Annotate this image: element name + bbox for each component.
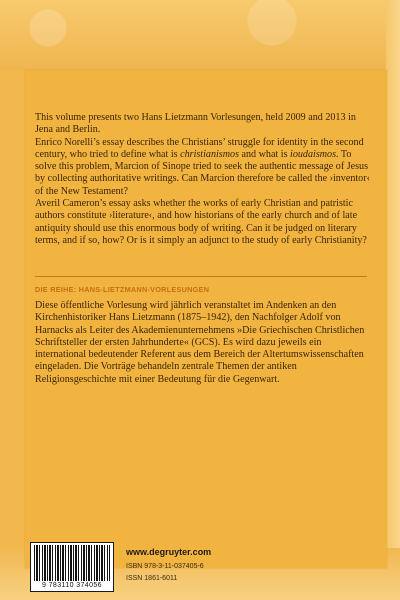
summary-line2-before: Enrico Norelli’s essay describes the Christians’ struggle for identity in the second century, who tried to define what is <box>35 136 364 160</box>
summary-text <box>35 112 370 247</box>
paper-texture-right <box>386 0 400 600</box>
summary-line2-after: . To solve this problem, Marcion of Sinope tried to seek the authentic message of Jesus by collecting authoritative writings. Can Marcion therefore be called the ›inventor‹ of the New Testament? <box>35 148 370 197</box>
section-divider <box>35 276 367 277</box>
summary-line1: This volume presents two Hans Lietzmann Vorlesungen, held 2009 and 2013 in Jena and Berlin. <box>35 112 356 136</box>
barcode-bars <box>34 545 110 581</box>
summary-line2-middle: and what is <box>239 148 291 160</box>
series-heading: DIE REIHE: HANS-LIETZMANN-VORLESUNGEN <box>35 285 210 294</box>
barcode-number: 9 783110 374056 <box>42 582 102 589</box>
publisher-url: www.degruyter.com <box>126 547 212 557</box>
paper-texture-top <box>0 0 400 70</box>
series-description: Diese öffentliche Vorlesung wird jährlich veranstaltet im Andenken an den Kirchenhistoriker Hans Lietzmann (1875–1942), den Nachfolger Adolf von Harnacks als Leiter des Akademienunternehmens »Die Griechischen Christlichen Schriftsteller der ersten Jahrhunderte« (GCS). Es wird dazu jeweils ein international bedeutender Referent aus dem Bereich der Altertumswissenschaften eingeladen. Die Vorträge behandeln zentrale Themen der antiken Religionsgeschichte mit einer Bedeutung für die Gegenwart. <box>35 300 365 385</box>
summary-line3: Averil Cameron’s essay asks whether the works of early Christian and patristic authors constitute ›literature‹, and how historians of the early church and of late antiquity should use this enormous body of writing. Can it be judged on literary terms, and if so, how? Or is it simply an adjunct to the study of early Christianity? <box>35 198 367 246</box>
barcode <box>30 542 114 592</box>
summary-emphasis-ioudaismos: ioudaismos <box>290 148 337 160</box>
isbn: ISBN 978-3-11-037405-6 <box>126 563 204 570</box>
issn: ISSN 1861-6011 <box>126 575 178 582</box>
summary-emphasis-christianismos: christianismos <box>180 148 239 160</box>
